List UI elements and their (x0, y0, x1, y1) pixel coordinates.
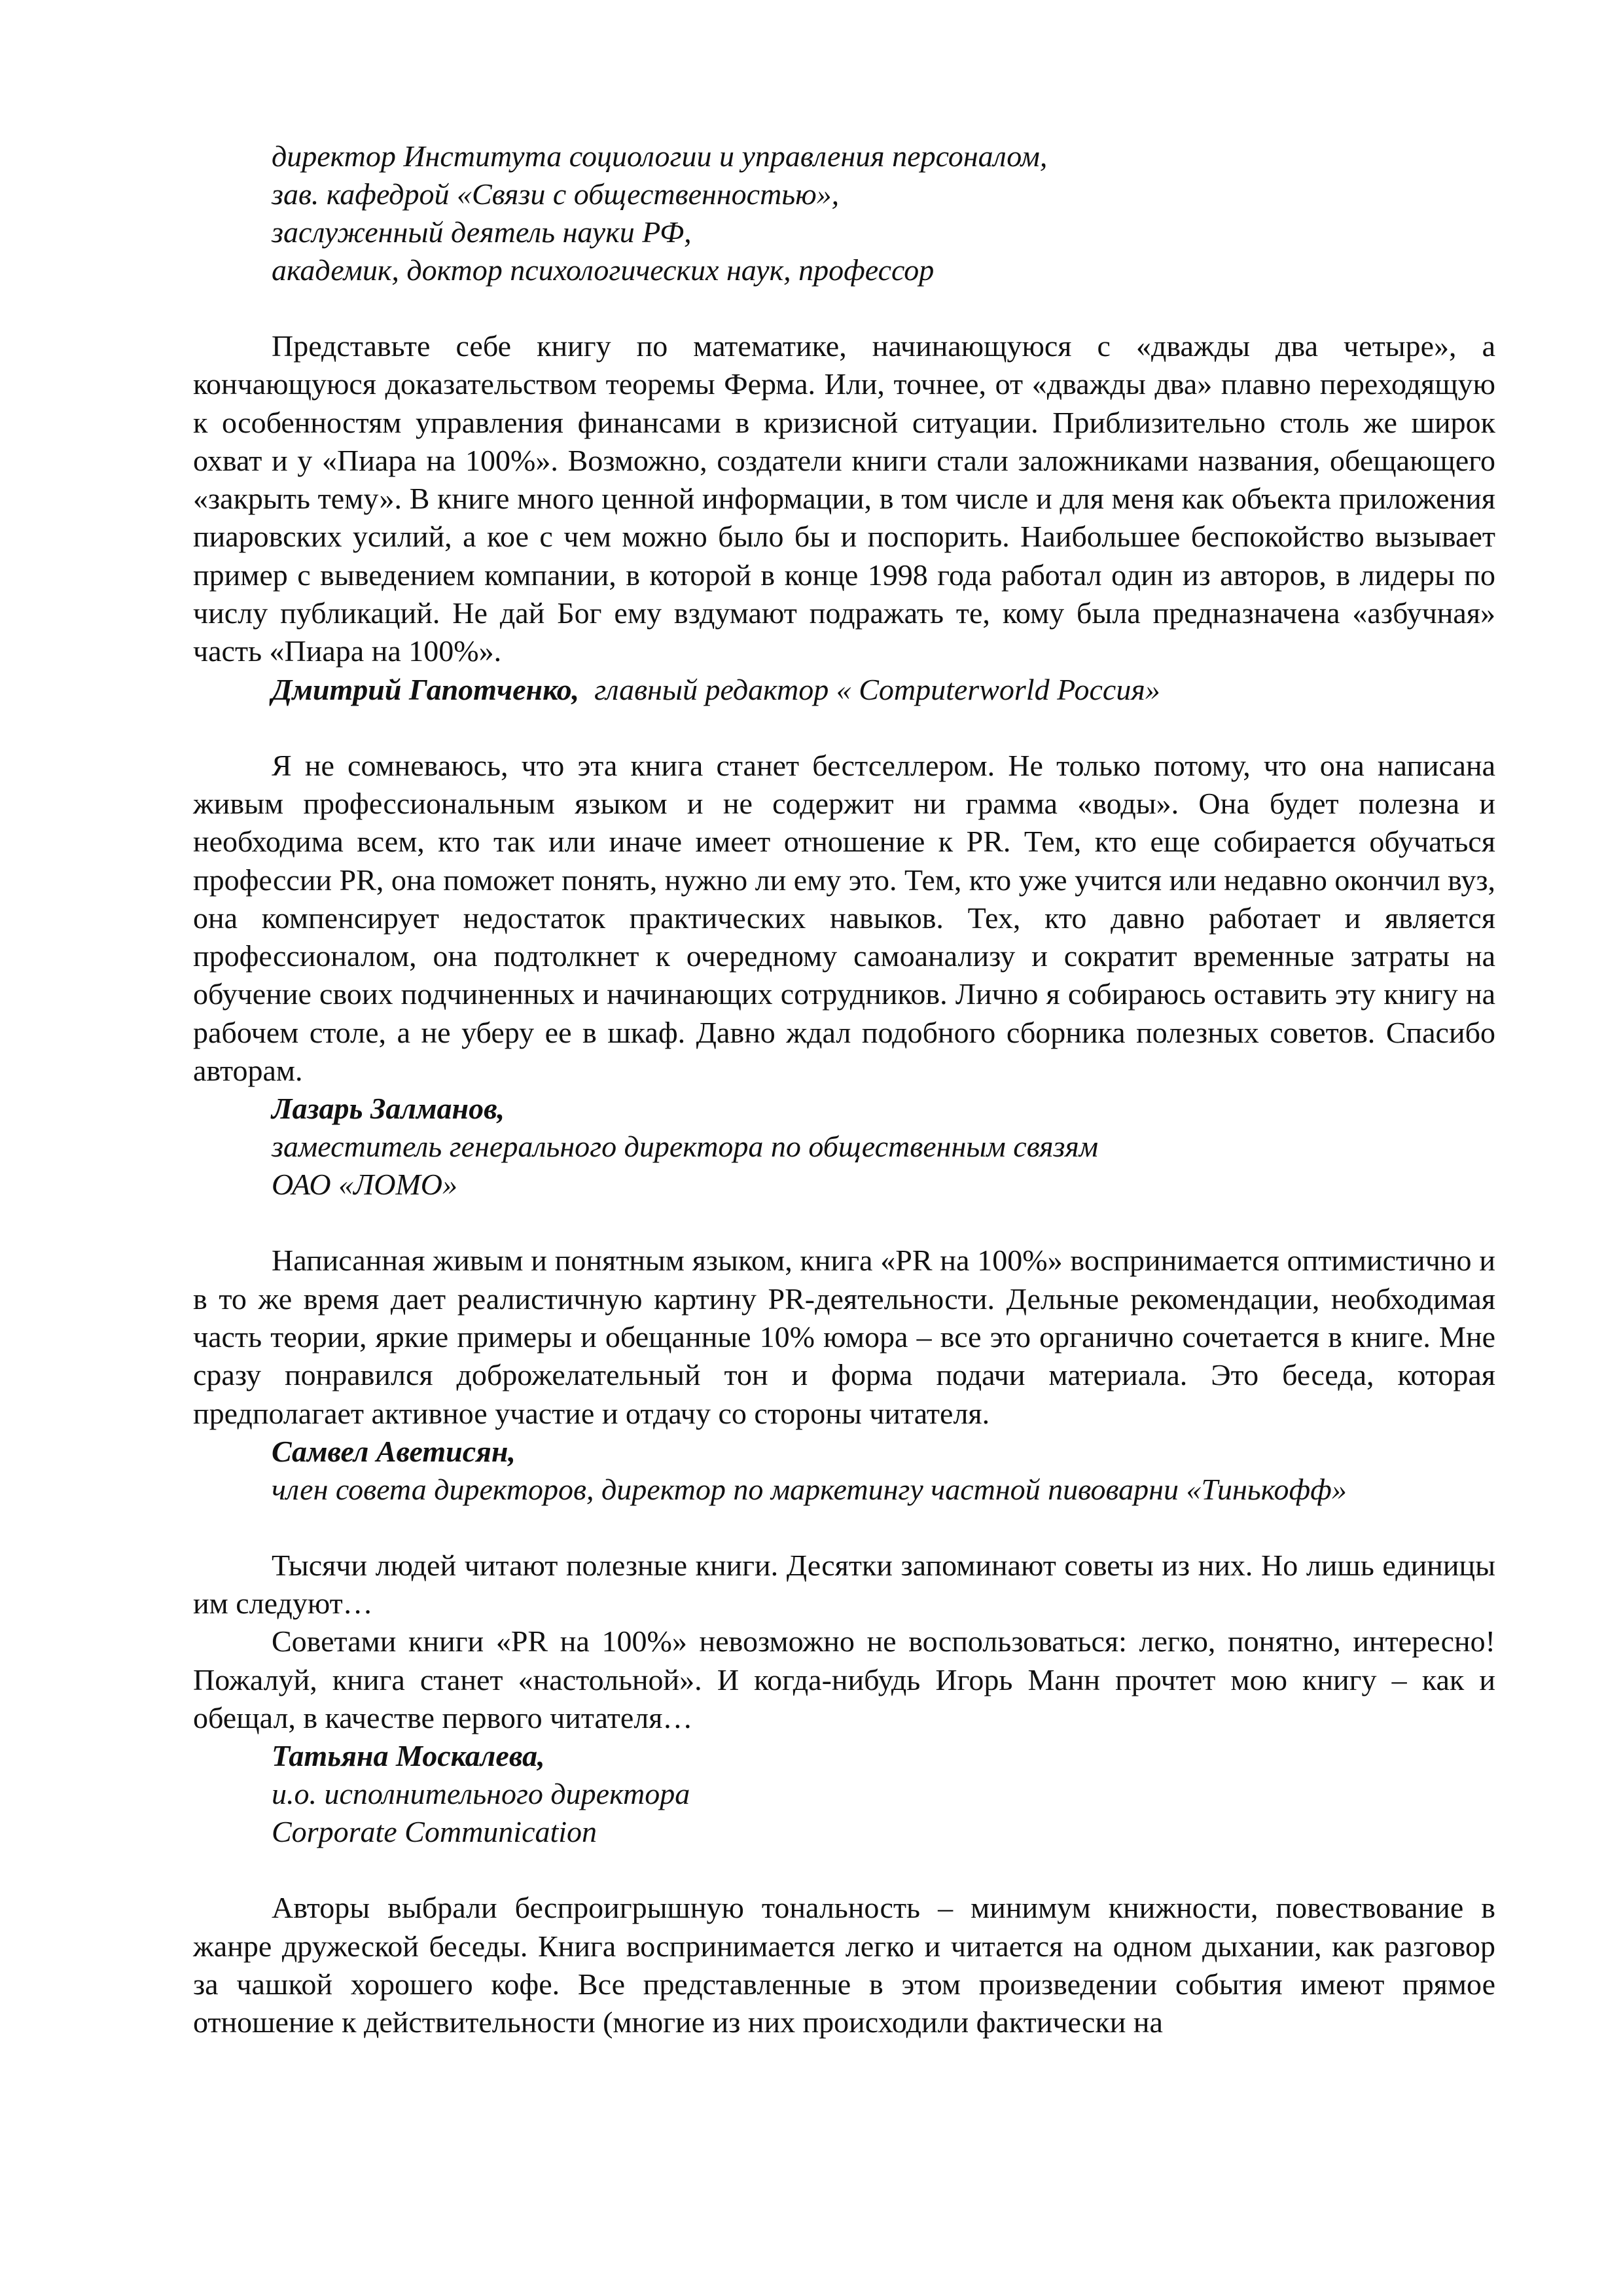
review-continued (193, 1889, 1495, 2041)
section-gap (193, 1851, 1495, 1889)
review-paragraph: Написанная живым и понятным языком, книга «PR на 100%» воспринимается оптимистично и в то же время дает реалистичную картину PR-деятельности. Дельные рекомендации, необходимая часть теории, яркие примеры и обещанные 10% юмора – все это органично сочетается в книге. Мне сразу понравился доброжелательный тон и форма подачи материала. Это беседа, которая предполагает активное участие и отдачу со стороны читателя. (193, 1244, 1495, 1430)
signature-role-line: зав. кафедрой «Связи с общественностью», (272, 177, 840, 211)
author-organization: Corporate Communication (272, 1815, 597, 1849)
review-signature (272, 1737, 1495, 1851)
review-gapotchenko (193, 327, 1495, 709)
author-role: заместитель генерального директора по общественным связям (272, 1130, 1099, 1164)
section-gap (193, 289, 1495, 327)
author-name: Самвел Аветисян, (272, 1434, 516, 1468)
author-role: главный редактор « Computerworld Россия» (594, 672, 1160, 706)
author-role: член совета директоров, директор по маркетингу частной пивоварни «Тинькофф» (272, 1472, 1347, 1506)
review-signature (272, 671, 1495, 709)
review-zalmanov (193, 747, 1495, 1204)
review-signature (272, 1090, 1495, 1204)
author-role: и.о. исполнительного директора (272, 1777, 690, 1811)
author-name: Дмитрий Гапотченко, (272, 672, 580, 706)
review-paragraph: Авторы выбрали беспроигрышную тональность – минимум книжности, повествование в жанре дружеской беседы. Книга воспринимается легко и читается на одном дыхании, как разговор за чашкой хорошего кофе. Все представленные в этом произведении события имеют прямое отношение к действительности (многие из них происходили фактически на (193, 1891, 1495, 2039)
section-gap (193, 709, 1495, 747)
signature-role-line: академик, доктор психологических наук, профессор (272, 253, 935, 287)
review-paragraph: Советами книги «PR на 100%» невозможно не воспользоваться: легко, понятно, интересно! Пожалуй, книга станет «настольной». И когда-нибудь Игорь Манн прочтет мою книгу – как и обещал, в качестве первого читателя… (193, 1624, 1495, 1735)
review-paragraph: Тысячи людей читают полезные книги. Десятки запоминают советы из них. Но лишь единицы им следуют… (193, 1548, 1495, 1621)
signature-role-line: директор Института социологии и управления персоналом, (272, 139, 1048, 173)
intro-signature (272, 137, 1495, 289)
section-gap (193, 1204, 1495, 1242)
review-avetisyan (193, 1242, 1495, 1508)
review-signature (272, 1433, 1495, 1509)
signature-role-line: заслуженный деятель науки РФ, (272, 215, 692, 249)
review-paragraph: Представьте себе книгу по математике, начинающуюся с «дважды два четыре», а кончающуюся доказательством теоремы Ферма. Или, точнее, от «дважды два» плавно переходящую к особенностям управления финансами в кризисной ситуации. Приблизительно столь же широк охват и у «Пиара на 100%». Возможно, создатели книги стали заложниками названия, обещающего «закрыть тему». В книге много ценной информации, в том числе и для меня как объекта приложения пиаровских усилий, а кое с чем можно было бы и поспорить. Наибольшее беспокойство вызывает пример с выведением компании, в которой в конце 1998 года работал один из авторов, в лидеры по числу публикаций. Не дай Бог ему вздумают подражать те, кому была предназначена «азбучная» часть «Пиара на 100%». (193, 329, 1495, 668)
signature-line (272, 671, 1495, 709)
author-organization: ОАО «ЛОМО» (272, 1168, 457, 1202)
document-page (193, 137, 1495, 2042)
review-moskaleva (193, 1547, 1495, 1851)
section-gap (193, 1509, 1495, 1547)
author-name: Татьяна Москалева, (272, 1739, 545, 1773)
review-paragraph: Я не сомневаюсь, что эта книга станет бестселлером. Не только потому, что она написана живым профессиональным языком и не содержит ни грамма «воды». Она будет полезна и необходима всем, кто так или иначе имеет отношение к PR. Тем, кто еще собирается обучаться профессии PR, она поможет понять, нужно ли ему это. Тем, кто уже учится или недавно окончил вуз, она компенсирует недостаток практических навыков. Тех, кто давно работает и является профессионалом, она подтолкнет к очередному самоанализу и сократит временные затраты на обучение своих подчиненных и начинающих сотрудников. Лично я собираюсь оставить эту книгу на рабочем столе, а не уберу ее в шкаф. Давно ждал подобного сборника полезных советов. Спасибо авторам. (193, 748, 1495, 1088)
author-name: Лазарь Залманов, (272, 1092, 505, 1126)
